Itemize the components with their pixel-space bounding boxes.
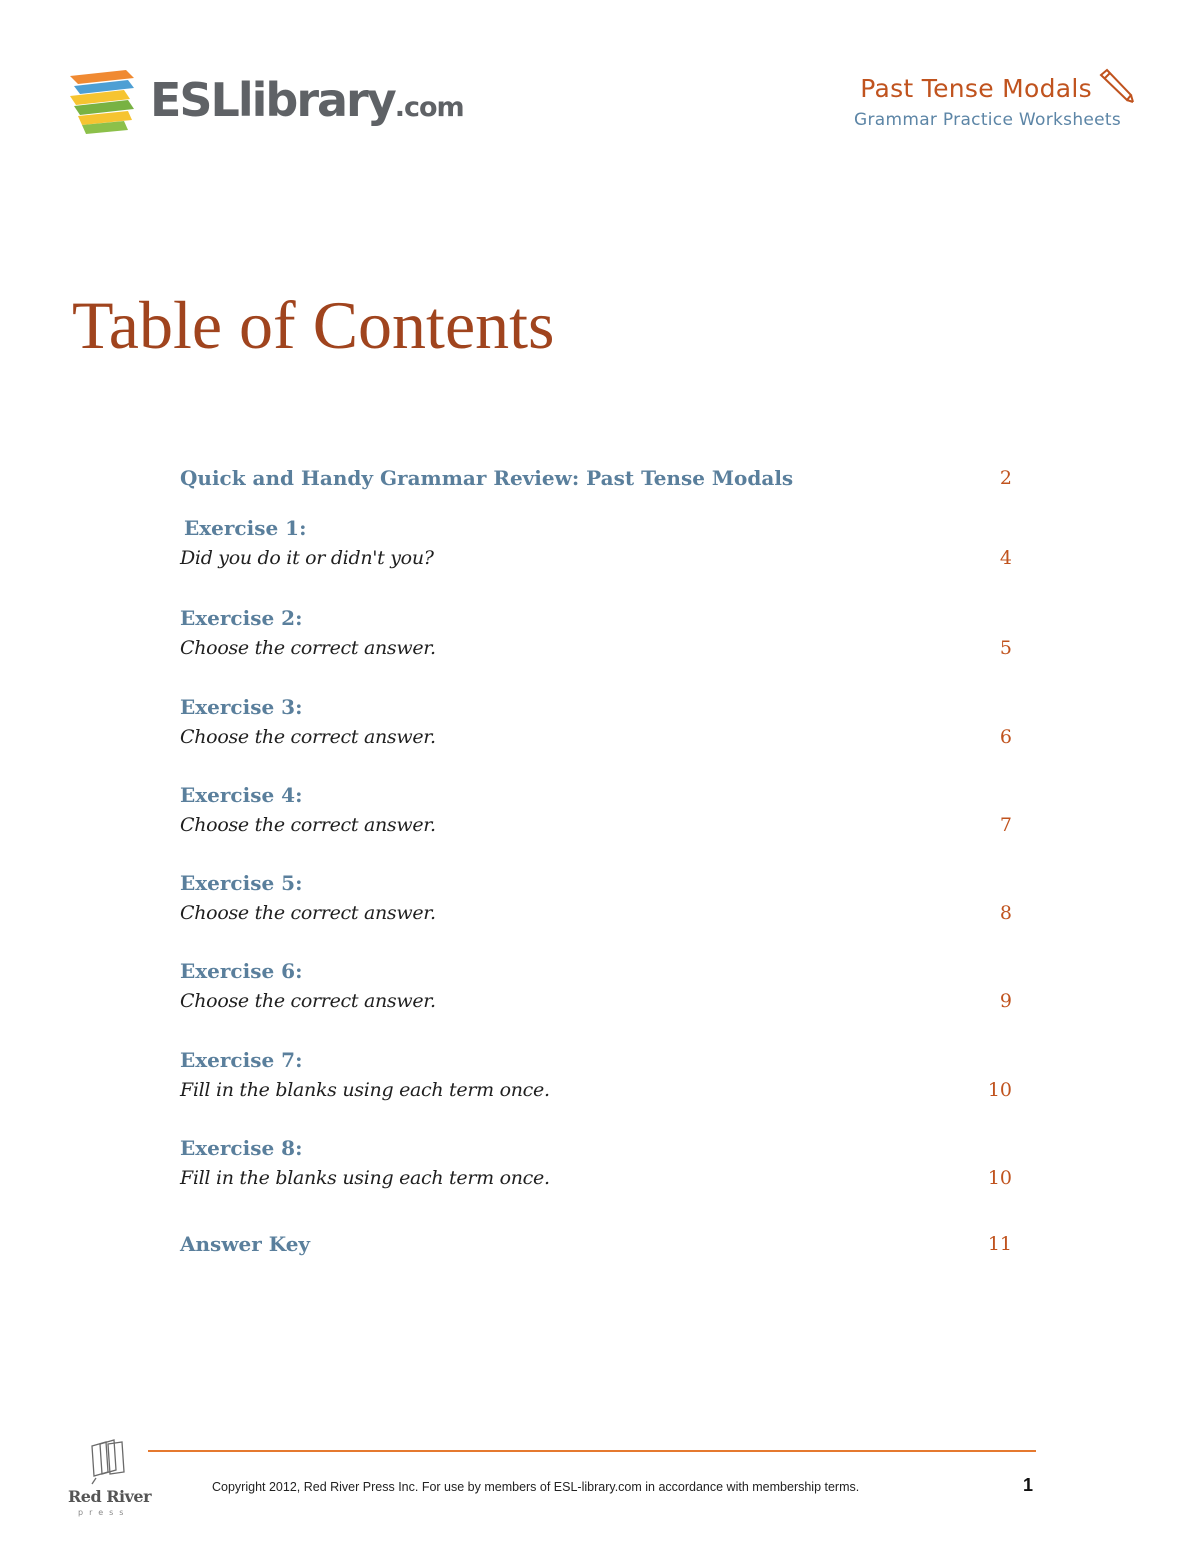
toc-entry-page: 11 [987,1233,1012,1255]
toc-entry-exercise-6[interactable] [180,956,1020,1016]
toc-entry-exercise-2[interactable] [180,603,1020,663]
toc-entry-heading: Exercise 1: [184,516,307,540]
toc-entry-page: 10 [987,1167,1012,1189]
toc-entry-heading: Exercise 3: [180,695,303,719]
toc-entry-answer-key[interactable] [180,1229,1020,1259]
toc-entry-heading: Exercise 7: [180,1048,303,1072]
toc-entry-grammar-review[interactable] [180,463,1020,493]
toc-entry-heading: Exercise 5: [180,871,303,895]
toc-entry-description: Did you do it or didn't you? [180,547,434,569]
toc-entry-page: 7 [999,814,1012,836]
toc-entry-exercise-3[interactable] [180,692,1020,752]
toc-entry-page: 9 [999,990,1012,1012]
logo-wordmark [150,70,464,138]
toc-entry-description: Choose the correct answer. [180,637,436,659]
toc-entry-description: Choose the correct answer. [180,726,436,748]
publisher-name: Red River [68,1487,152,1506]
pencil-icon [1097,67,1135,103]
toc-entry-description: Choose the correct answer. [180,902,436,924]
header-subtitle: Grammar Practice Worksheets [854,110,1122,130]
page-number: 1 [1023,1475,1034,1495]
toc-entry-description: Fill in the blanks using each term once. [180,1079,550,1101]
toc-entry-page: 6 [999,726,1012,748]
header-title: Past Tense Modals [860,74,1092,103]
page-title: Table of Contents [72,287,555,363]
toc-entry-exercise-1[interactable] [180,513,1020,573]
toc-entry-exercise-7[interactable] [180,1045,1020,1105]
publisher-subtitle: press [78,1508,130,1517]
footer-divider [148,1450,1036,1452]
toc-entry-heading: Quick and Handy Grammar Review: Past Tense Modals [180,466,794,490]
toc-entry-page: 2 [999,467,1012,489]
toc-entry-heading: Answer Key [180,1232,311,1256]
toc-entry-page: 4 [999,547,1012,569]
toc-entry-heading: Exercise 2: [180,606,303,630]
toc-entry-heading: Exercise 8: [180,1136,303,1160]
toc-entry-description: Fill in the blanks using each term once. [180,1167,550,1189]
toc-entry-exercise-8[interactable] [180,1133,1020,1193]
logo-main-text: ESLlibrary [150,73,395,127]
toc-entry-page: 10 [987,1079,1012,1101]
toc-entry-exercise-4[interactable] [180,780,1020,840]
toc-entry-page: 8 [999,902,1012,924]
copyright-notice: Copyright 2012, Red River Press Inc. For use by members of ESL-library.com in accordance with membership terms. [212,1480,860,1494]
toc-entry-exercise-5[interactable] [180,868,1020,928]
toc-entry-heading: Exercise 6: [180,959,303,983]
logo-suffix-text: .com [394,92,464,123]
toc-entry-description: Choose the correct answer. [180,814,436,836]
toc-entry-heading: Exercise 4: [180,783,303,807]
toc-entry-page: 5 [999,637,1012,659]
toc-entry-description: Choose the correct answer. [180,990,436,1012]
